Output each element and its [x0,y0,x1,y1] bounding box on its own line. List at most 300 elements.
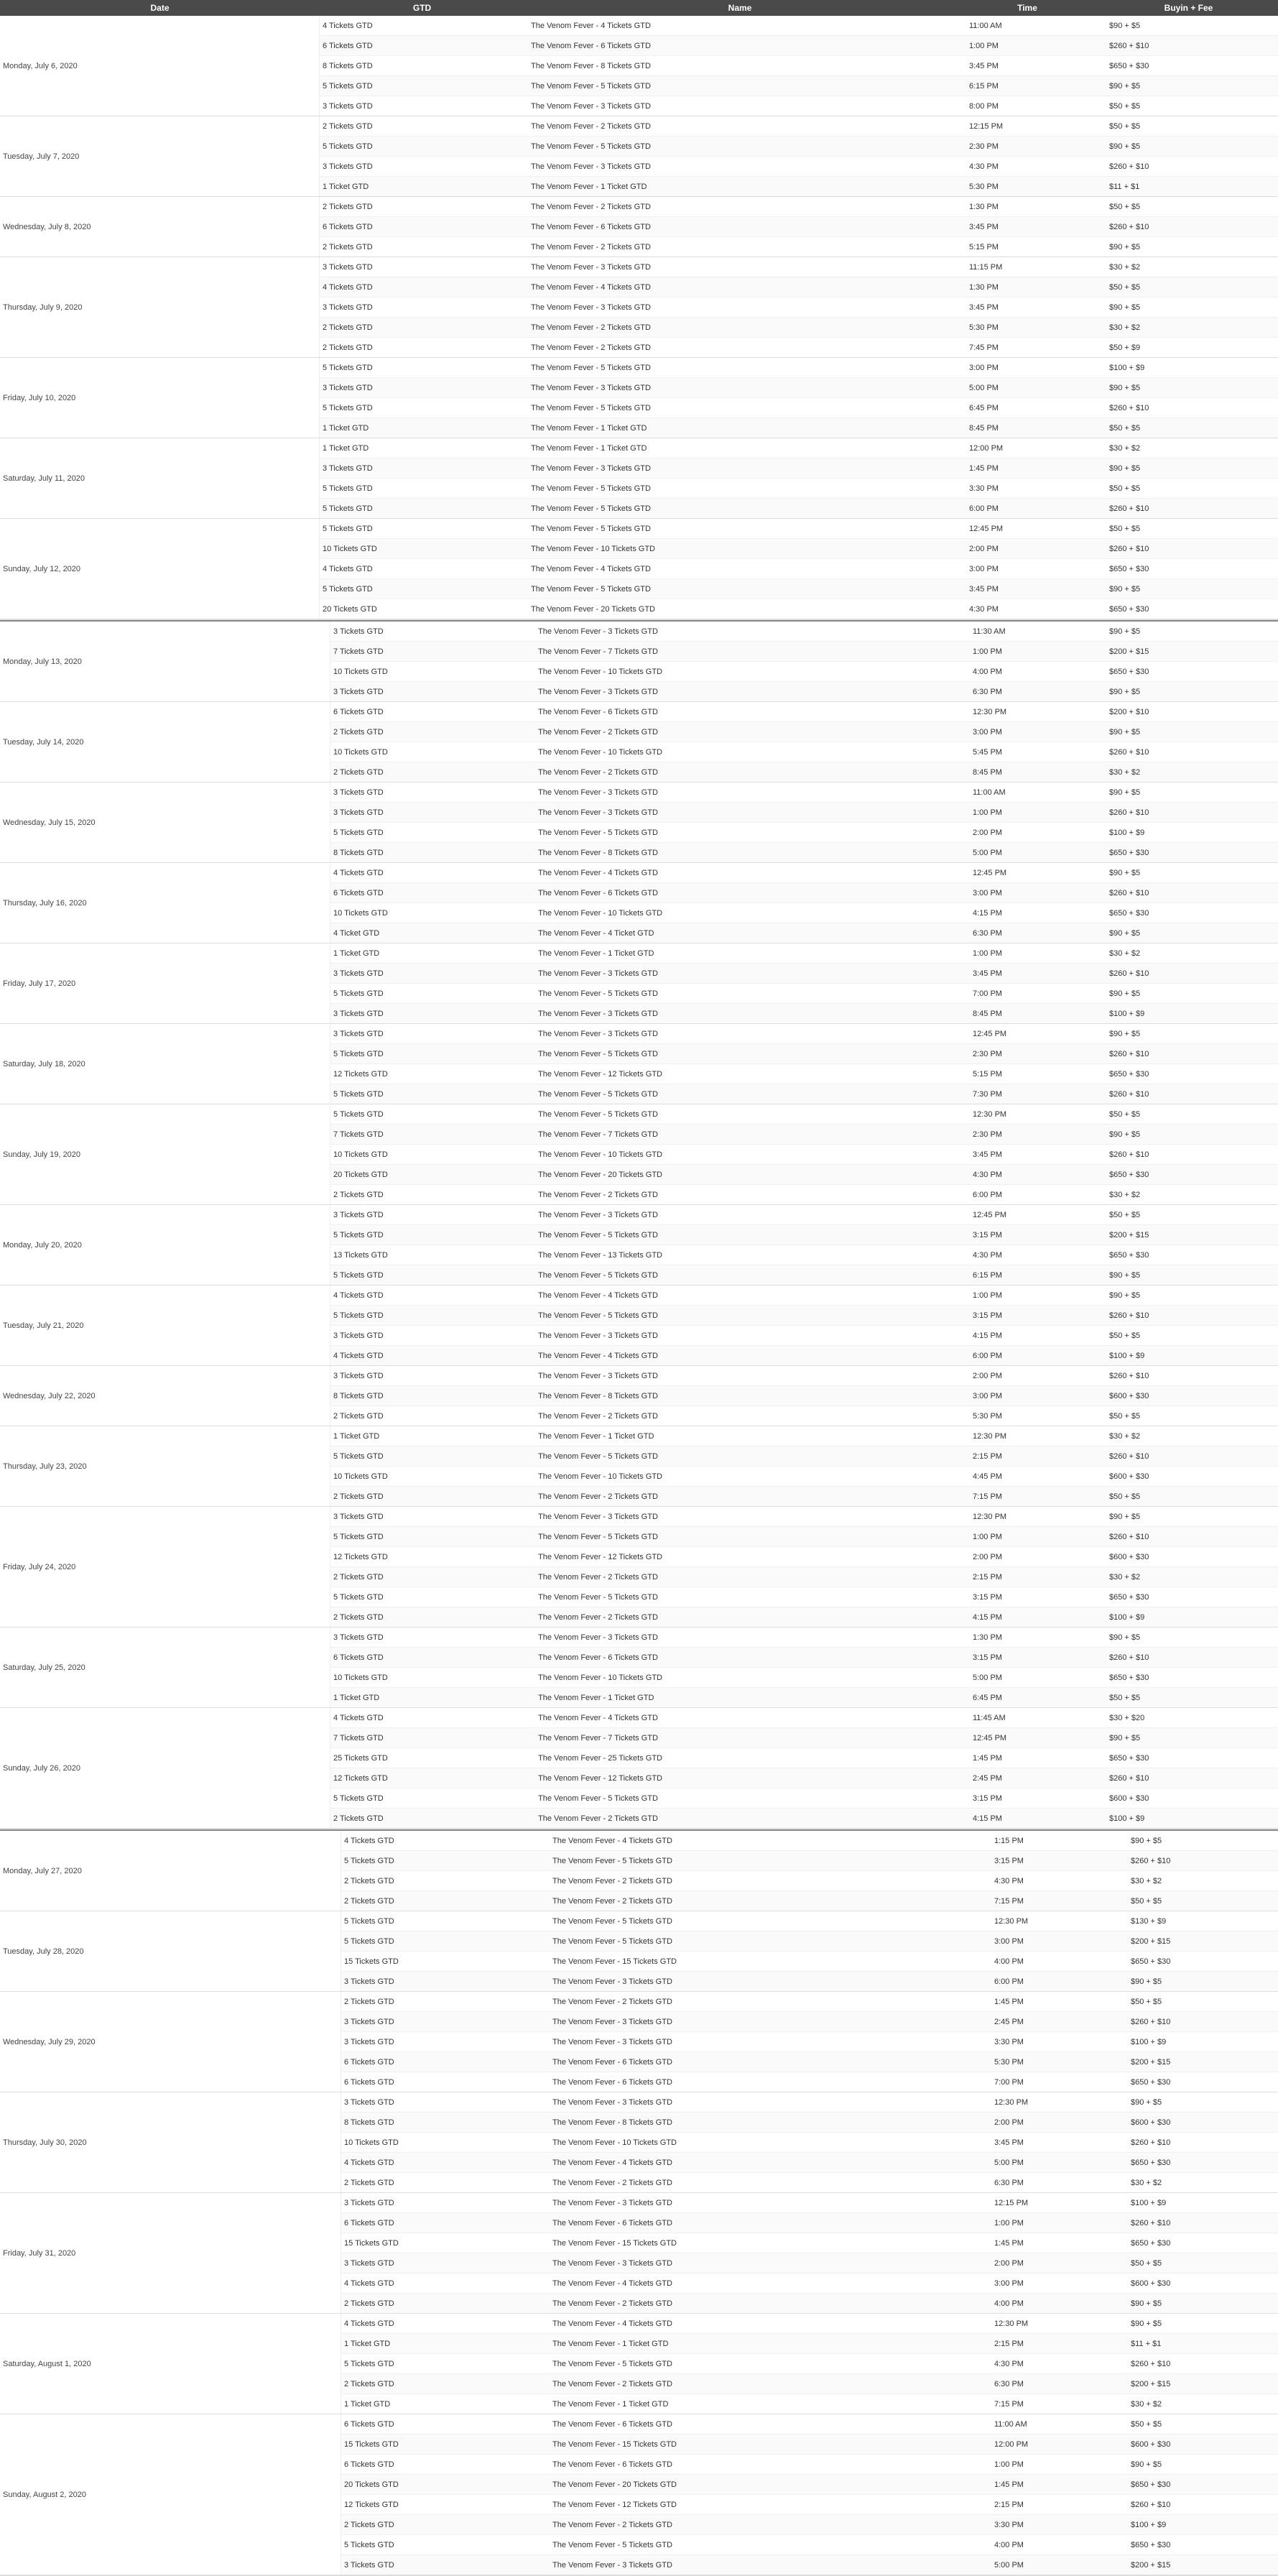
time-cell: 6:00 PM [969,504,999,513]
table-row [330,984,1278,1004]
buyin-cell: $260 + $10 [1109,1150,1149,1159]
gtd-cell: 1 Ticket GTD [333,948,380,958]
buyin-cell: $90 + $5 [1109,142,1141,151]
time-cell: 6:00 PM [994,1977,1024,1986]
table-row [330,682,1278,701]
buyin-cell: $30 + $2 [1131,1876,1162,1885]
gtd-cell: 5 Tickets GTD [323,403,373,412]
gtd-cell: 3 Tickets GTD [333,1331,384,1340]
table-row [330,823,1278,843]
buyin-cell: $50 + $5 [1109,202,1141,211]
name-cell: The Venom Fever - 5 Tickets GTD [531,504,651,513]
time-cell: 4:30 PM [969,604,999,614]
buyin-cell: $650 + $30 [1131,2238,1171,2248]
buyin-cell: $90 + $5 [1109,21,1141,30]
time-cell: 3:30 PM [994,2520,1024,2529]
time-cell: 8:00 PM [969,101,999,111]
time-cell: 5:15 PM [969,242,999,251]
week-block [0,1831,1278,2576]
table-row [341,2253,1278,2273]
time-cell: 3:15 PM [973,1230,1002,1239]
gtd-cell: 5 Tickets GTD [333,1109,384,1119]
table-row [330,1708,1278,1728]
buyin-cell: $650 + $30 [1109,848,1149,857]
table-row [330,1487,1278,1506]
day-group [0,438,1278,519]
table-row [330,1366,1278,1386]
buyin-cell: $30 + $2 [1109,767,1141,777]
name-cell: The Venom Fever - 3 Tickets GTD [538,1210,658,1219]
name-cell: The Venom Fever - 2 Tickets GTD [531,121,651,131]
table-row [320,257,1278,277]
gtd-cell: 8 Tickets GTD [333,848,384,857]
buyin-cell: $100 + $9 [1109,363,1145,372]
buyin-cell: $30 + $2 [1109,948,1141,958]
table-row [341,2092,1278,2113]
table-row [341,2273,1278,2294]
gtd-cell: 5 Tickets GTD [344,1916,394,1926]
table-row [341,1972,1278,1991]
date-cell: Sunday, July 19, 2020 [0,1104,330,1204]
name-cell: The Venom Fever - 5 Tickets GTD [552,2540,672,2549]
name-cell: The Venom Fever - 3 Tickets GTD [552,2037,672,2046]
buyin-cell: $100 + $9 [1109,828,1145,837]
gtd-cell: 3 Tickets GTD [344,2017,394,2026]
time-cell: 4:00 PM [973,667,1002,676]
gtd-cell: 4 Tickets GTD [344,2319,394,2328]
buyin-cell: $260 + $10 [1109,1653,1149,1662]
table-row [341,2535,1278,2555]
table-row [320,277,1278,297]
date-cell: Thursday, July 23, 2020 [0,1426,330,1506]
name-cell: The Venom Fever - 2 Tickets GTD [538,1572,658,1582]
date-cell: Monday, July 20, 2020 [0,1205,330,1285]
name-cell: The Venom Fever - 6 Tickets GTD [552,2057,672,2067]
date-cell: Thursday, July 30, 2020 [0,2092,341,2192]
name-cell: The Venom Fever - 3 Tickets GTD [552,2560,672,2570]
table-row [341,2434,1278,2455]
buyin-cell: $650 + $30 [1109,1250,1149,1260]
time-cell: 4:30 PM [994,2359,1024,2368]
gtd-cell: 3 Tickets GTD [333,1633,384,1642]
buyin-cell: $100 + $9 [1109,1009,1145,1018]
buyin-cell: $30 + $2 [1131,2178,1162,2187]
gtd-cell: 3 Tickets GTD [344,2037,394,2046]
buyin-cell: $50 + $5 [1109,1411,1141,1421]
table-row [320,237,1278,257]
gtd-cell: 8 Tickets GTD [323,61,373,70]
name-cell: The Venom Fever - 1 Ticket GTD [552,2399,669,2409]
name-cell: The Venom Fever - 5 Tickets GTD [538,828,658,837]
time-cell: 2:00 PM [973,1552,1002,1561]
buyin-cell: $50 + $5 [1109,282,1141,292]
gtd-cell: 10 Tickets GTD [333,1150,388,1159]
date-cell: Sunday, August 2, 2020 [0,2414,341,2575]
buyin-cell: $200 + $15 [1131,2057,1171,2067]
buyin-cell: $50 + $5 [1109,1109,1141,1119]
buyin-cell: $260 + $10 [1109,888,1149,897]
table-row [330,783,1278,803]
name-cell: The Venom Fever - 3 Tickets GTD [531,383,651,392]
gtd-cell: 3 Tickets GTD [333,788,384,797]
header-date: Date [150,3,170,13]
gtd-cell: 5 Tickets GTD [333,1451,384,1461]
day-group [0,1366,1278,1426]
table-row [320,579,1278,599]
time-cell: 5:15 PM [973,1069,1002,1079]
name-cell: The Venom Fever - 2 Tickets GTD [538,1190,658,1199]
name-cell: The Venom Fever - 5 Tickets GTD [552,1936,672,1946]
gtd-cell: 2 Tickets GTD [344,2299,394,2308]
time-cell: 1:00 PM [973,647,1002,656]
gtd-cell: 3 Tickets GTD [323,162,373,171]
buyin-cell: $600 + $30 [1131,2439,1171,2449]
date-cell: Tuesday, July 28, 2020 [0,1911,341,1991]
name-cell: The Venom Fever - 2 Tickets GTD [531,202,651,211]
time-cell: 4:00 PM [994,2540,1024,2549]
gtd-cell: 15 Tickets GTD [344,2238,399,2248]
name-cell: The Venom Fever - 5 Tickets GTD [531,81,651,91]
table-row [330,742,1278,762]
name-cell: The Venom Fever - 13 Tickets GTD [538,1250,663,1260]
time-cell: 4:00 PM [994,1957,1024,1966]
gtd-cell: 2 Tickets GTD [333,1814,384,1823]
gtd-cell: 3 Tickets GTD [344,2198,394,2207]
name-cell: The Venom Fever - 5 Tickets GTD [552,1856,672,1865]
buyin-cell: $90 + $5 [1131,2460,1162,2469]
gtd-cell: 5 Tickets GTD [333,1311,384,1320]
time-cell: 7:15 PM [994,1896,1024,1906]
buyin-cell: $260 + $10 [1109,1311,1149,1320]
name-cell: The Venom Fever - 6 Tickets GTD [552,2419,672,2429]
gtd-cell: 4 Tickets GTD [323,282,373,292]
time-cell: 6:45 PM [973,1693,1002,1702]
buyin-cell: $260 + $10 [1109,41,1149,50]
table-row [330,1084,1278,1104]
gtd-cell: 10 Tickets GTD [333,667,388,676]
name-cell: The Venom Fever - 2 Tickets GTD [552,1876,672,1885]
buyin-cell: $30 + $2 [1109,1431,1141,1441]
time-cell: 2:15 PM [973,1572,1002,1582]
table-row [341,2233,1278,2253]
table-row [320,217,1278,237]
name-cell: The Venom Fever - 3 Tickets GTD [538,788,658,797]
time-cell: 3:15 PM [973,1592,1002,1602]
table-header [0,0,1278,16]
time-cell: 6:00 PM [973,1190,1002,1199]
time-cell: 12:45 PM [973,868,1007,877]
time-cell: 7:15 PM [994,2399,1024,2409]
gtd-cell: 3 Tickets GTD [333,687,384,696]
day-group [0,1628,1278,1708]
buyin-cell: $50 + $5 [1109,1492,1141,1501]
gtd-cell: 5 Tickets GTD [333,828,384,837]
time-cell: 5:30 PM [969,323,999,332]
date-cell: Monday, July 13, 2020 [0,622,330,701]
buyin-cell: $90 + $5 [1109,928,1141,938]
name-cell: The Venom Fever - 2 Tickets GTD [531,242,651,251]
buyin-cell: $50 + $5 [1131,1997,1162,2006]
name-cell: The Venom Fever - 6 Tickets GTD [552,2460,672,2469]
buyin-cell: $200 + $15 [1109,1230,1149,1239]
gtd-cell: 4 Ticket GTD [333,928,380,938]
buyin-cell: $650 + $30 [1131,1957,1171,1966]
date-cell: Saturday, July 11, 2020 [0,438,320,518]
buyin-cell: $90 + $5 [1109,1512,1141,1521]
time-cell: 1:45 PM [969,463,999,473]
name-cell: The Venom Fever - 7 Tickets GTD [538,647,658,656]
buyin-cell: $50 + $5 [1109,121,1141,131]
table-row [330,943,1278,964]
name-cell: The Venom Fever - 10 Tickets GTD [538,1472,663,1481]
buyin-cell: $600 + $30 [1109,1391,1149,1400]
gtd-cell: 2 Tickets GTD [344,2520,394,2529]
time-cell: 11:00 AM [994,2419,1027,2429]
time-cell: 5:00 PM [994,2560,1024,2570]
name-cell: The Venom Fever - 10 Tickets GTD [538,1150,663,1159]
time-cell: 2:15 PM [994,2500,1024,2509]
buyin-cell: $90 + $5 [1131,1977,1162,1986]
name-cell: The Venom Fever - 3 Tickets GTD [552,1977,672,1986]
name-cell: The Venom Fever - 10 Tickets GTD [538,1673,663,1682]
gtd-cell: 2 Tickets GTD [323,242,373,251]
gtd-cell: 2 Tickets GTD [333,1572,384,1582]
gtd-cell: 15 Tickets GTD [344,2439,399,2449]
buyin-cell: $650 + $30 [1109,908,1149,918]
buyin-cell: $600 + $30 [1131,2279,1171,2288]
gtd-cell: 5 Tickets GTD [323,363,373,372]
name-cell: The Venom Fever - 5 Tickets GTD [538,1089,658,1099]
day-group [0,1285,1278,1366]
table-row [330,1245,1278,1265]
gtd-cell: 5 Tickets GTD [333,1089,384,1099]
buyin-cell: $11 + $1 [1109,182,1140,191]
name-cell: The Venom Fever - 5 Tickets GTD [538,1109,658,1119]
buyin-cell: $260 + $10 [1131,2500,1171,2509]
gtd-cell: 2 Tickets GTD [323,121,373,131]
table-row [320,398,1278,418]
time-cell: 12:45 PM [969,524,1004,533]
name-cell: The Venom Fever - 6 Tickets GTD [552,2218,672,2228]
time-cell: 11:30 AM [973,627,1006,636]
time-cell: 11:45 AM [973,1713,1006,1722]
gtd-cell: 3 Tickets GTD [323,303,373,312]
buyin-cell: $90 + $5 [1109,463,1141,473]
name-cell: The Venom Fever - 10 Tickets GTD [538,667,663,676]
gtd-cell: 5 Tickets GTD [333,1532,384,1541]
table-row [330,1285,1278,1306]
time-cell: 1:45 PM [994,2238,1024,2248]
gtd-cell: 6 Tickets GTD [344,2077,394,2087]
buyin-cell: $90 + $5 [1109,1130,1141,1139]
day-group [0,1104,1278,1205]
table-row [341,2133,1278,2153]
header-name: Name [728,3,752,13]
gtd-cell: 2 Tickets GTD [323,323,373,332]
name-cell: The Venom Fever - 2 Tickets GTD [552,2178,672,2187]
buyin-cell: $600 + $30 [1109,1472,1149,1481]
buyin-cell: $11 + $1 [1131,2339,1162,2348]
table-row [320,338,1278,357]
gtd-cell: 13 Tickets GTD [333,1250,388,1260]
time-cell: 2:30 PM [973,1049,1002,1058]
name-cell: The Venom Fever - 8 Tickets GTD [538,1391,658,1400]
table-row [320,116,1278,137]
time-cell: 1:00 PM [994,2218,1024,2228]
date-cell: Wednesday, July 8, 2020 [0,197,320,257]
day-group [0,1507,1278,1628]
table-row [341,2414,1278,2434]
time-cell: 6:30 PM [994,2379,1024,2388]
gtd-cell: 7 Tickets GTD [333,647,384,656]
name-cell: The Venom Fever - 4 Tickets GTD [531,21,651,30]
gtd-cell: 3 Tickets GTD [344,2560,394,2570]
table-row [330,622,1278,642]
day-group [0,16,1278,116]
date-cell: Wednesday, July 22, 2020 [0,1366,330,1426]
table-row [341,2012,1278,2032]
gtd-cell: 5 Tickets GTD [333,1270,384,1280]
name-cell: The Venom Fever - 2 Tickets GTD [531,323,651,332]
week-block [0,622,1278,1829]
gtd-cell: 2 Tickets GTD [344,2178,394,2187]
date-cell: Friday, July 17, 2020 [0,943,330,1023]
name-cell: The Venom Fever - 6 Tickets GTD [531,41,651,50]
gtd-cell: 4 Tickets GTD [323,21,373,30]
gtd-cell: 6 Tickets GTD [344,2218,394,2228]
name-cell: The Venom Fever - 4 Tickets GTD [552,2279,672,2288]
time-cell: 3:15 PM [994,1856,1024,1865]
name-cell: The Venom Fever - 15 Tickets GTD [552,1957,677,1966]
day-group [0,1024,1278,1104]
gtd-cell: 3 Tickets GTD [333,808,384,817]
name-cell: The Venom Fever - 6 Tickets GTD [552,2077,672,2087]
name-cell: The Venom Fever - 8 Tickets GTD [531,61,651,70]
gtd-cell: 3 Tickets GTD [333,969,384,978]
time-cell: 1:45 PM [973,1753,1002,1763]
buyin-cell: $90 + $5 [1109,868,1141,877]
buyin-cell: $260 + $10 [1109,544,1149,553]
name-cell: The Venom Fever - 2 Tickets GTD [552,2379,672,2388]
gtd-cell: 5 Tickets GTD [333,1592,384,1602]
time-cell: 2:00 PM [969,544,999,553]
gtd-cell: 4 Tickets GTD [333,1713,384,1722]
buyin-cell: $90 + $5 [1109,584,1141,594]
table-row [341,2334,1278,2354]
table-row [341,1871,1278,1891]
header-buyin: Buyin + Fee [1164,3,1213,13]
time-cell: 1:15 PM [994,1836,1024,1845]
table-row [330,722,1278,742]
gtd-cell: 5 Tickets GTD [333,1793,384,1803]
buyin-cell: $260 + $10 [1109,1451,1149,1461]
gtd-cell: 4 Tickets GTD [333,868,384,877]
name-cell: The Venom Fever - 12 Tickets GTD [538,1069,663,1079]
table-row [320,599,1278,619]
name-cell: The Venom Fever - 5 Tickets GTD [538,1532,658,1541]
buyin-cell: $30 + $2 [1109,262,1141,272]
table-row [320,499,1278,518]
gtd-cell: 3 Tickets GTD [333,1210,384,1219]
buyin-cell: $50 + $9 [1109,343,1141,352]
buyin-cell: $200 + $15 [1131,2379,1171,2388]
time-cell: 12:30 PM [973,707,1007,716]
name-cell: The Venom Fever - 1 Ticket GTD [531,182,647,191]
time-cell: 1:00 PM [973,948,1002,958]
name-cell: The Venom Fever - 5 Tickets GTD [531,524,651,533]
gtd-cell: 5 Tickets GTD [344,2540,394,2549]
buyin-cell: $90 + $5 [1109,1291,1141,1300]
buyin-cell: $650 + $30 [1109,1170,1149,1179]
time-cell: 6:45 PM [969,403,999,412]
gtd-cell: 6 Tickets GTD [323,222,373,231]
name-cell: The Venom Fever - 5 Tickets GTD [552,1916,672,1926]
table-row [341,2495,1278,2515]
time-cell: 2:30 PM [969,142,999,151]
time-cell: 7:15 PM [973,1492,1002,1501]
day-group [0,197,1278,257]
date-cell: Saturday, July 18, 2020 [0,1024,330,1104]
time-cell: 12:45 PM [973,1733,1007,1742]
name-cell: The Venom Fever - 25 Tickets GTD [538,1753,663,1763]
name-cell: The Venom Fever - 3 Tickets GTD [538,808,658,817]
buyin-cell: $650 + $30 [1109,61,1149,70]
table-row [341,1891,1278,1911]
date-cell: Tuesday, July 7, 2020 [0,116,320,196]
table-row [320,539,1278,559]
date-cell: Saturday, July 25, 2020 [0,1628,330,1707]
gtd-cell: 2 Tickets GTD [323,202,373,211]
header-gtd: GTD [412,3,432,13]
table-row [330,1587,1278,1607]
name-cell: The Venom Fever - 5 Tickets GTD [538,1592,658,1602]
table-row [330,863,1278,883]
buyin-cell: $650 + $30 [1109,1673,1149,1682]
name-cell: The Venom Fever - 2 Tickets GTD [538,1612,658,1622]
table-row [330,1668,1278,1688]
header-time: Time [1017,3,1037,13]
name-cell: The Venom Fever - 20 Tickets GTD [531,604,656,614]
gtd-cell: 5 Tickets GTD [344,1936,394,1946]
schedule-table [0,16,1278,2576]
gtd-cell: 6 Tickets GTD [344,2419,394,2429]
table-row [330,923,1278,943]
gtd-cell: 1 Ticket GTD [323,443,369,453]
time-cell: 11:00 AM [969,21,1002,30]
table-row [341,2213,1278,2233]
day-group [0,1205,1278,1285]
time-cell: 12:30 PM [973,1431,1007,1441]
date-cell: Sunday, July 12, 2020 [0,519,320,619]
table-row [330,702,1278,722]
buyin-cell: $260 + $10 [1131,2218,1171,2228]
date-cell: Friday, July 10, 2020 [0,358,320,438]
gtd-cell: 5 Tickets GTD [323,484,373,493]
time-cell: 2:15 PM [973,1451,1002,1461]
name-cell: The Venom Fever - 3 Tickets GTD [531,303,651,312]
gtd-cell: 20 Tickets GTD [323,604,377,614]
gtd-cell: 10 Tickets GTD [333,1472,388,1481]
time-cell: 3:00 PM [994,1936,1024,1946]
buyin-cell: $260 + $10 [1109,808,1149,817]
name-cell: The Venom Fever - 2 Tickets GTD [552,1896,672,1906]
table-row [320,458,1278,479]
gtd-cell: 1 Ticket GTD [344,2339,391,2348]
time-cell: 1:00 PM [973,1532,1002,1541]
time-cell: 12:30 PM [973,1512,1007,1521]
time-cell: 2:00 PM [994,2258,1024,2268]
time-cell: 2:45 PM [973,1773,1002,1783]
